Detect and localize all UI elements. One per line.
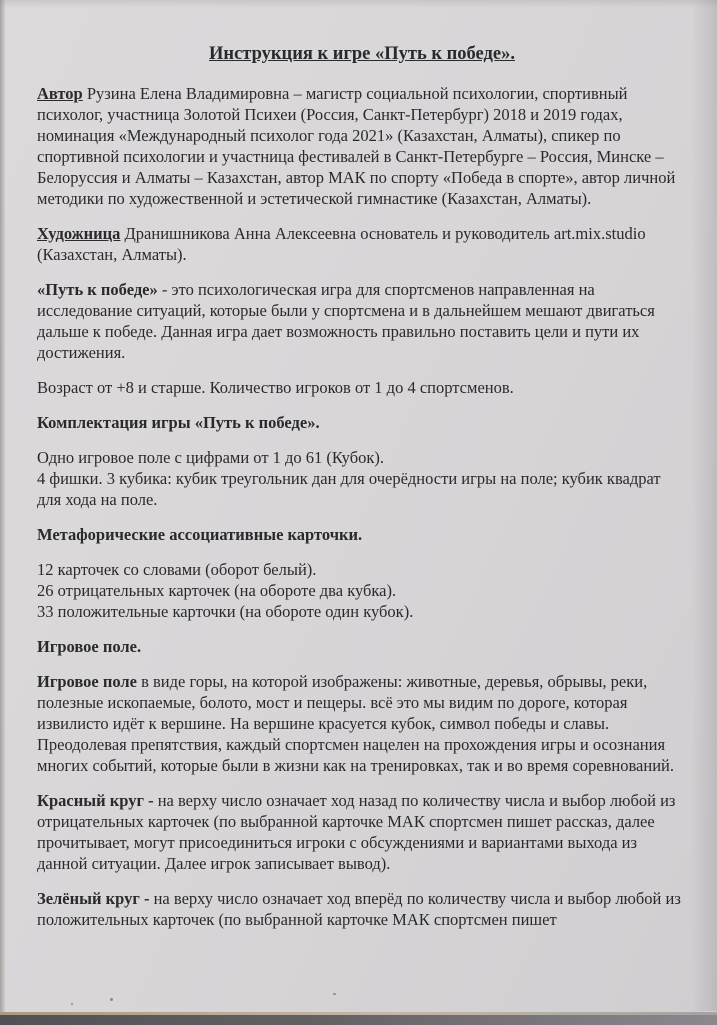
components-heading: Комплектация игры «Путь к победе». [37,413,320,432]
game-name-label: «Путь к победе» [37,280,158,299]
cards-list-item: 26 отрицательных карточек (на обороте два кубка). [37,581,397,600]
artist-text: Дранишникова Анна Алексеевна основатель и руководитель art.mix.studio (Казахстан, Алматы). [37,224,646,264]
red-circle-text: на верху число означает ход назад по количеству числа и выбор любой из отрицательных карточек (по выбранной карточке МАК спортсмен пишет рассказ, далее прочитывает, могут присоединиться игроки с обсуждениями и вариантами выхода из данной ситуации. Далее игрок записывает вывод). [37,791,676,873]
age-players-paragraph: Возраст от +8 и старше. Количество игроков от 1 до 4 спортсменов. [37,378,514,397]
paper-speck [110,998,113,1001]
cards-list-item: 33 положительные карточки (на обороте один кубок). [37,602,414,621]
author-paragraph [37,83,687,209]
artist-paragraph [37,223,687,265]
field-description-paragraph [37,671,687,776]
red-circle-label: Красный круг - [37,791,154,810]
field-description-text: в виде горы, на которой изображены: животные, деревья, обрывы, реки, полезные ископаемые, болото, мост и пещеры. всё это мы видим по дороге, которая извилисто идёт к вершине. На вершине красуется кубок, символ победы и славы. Преодолевая препятствия, каждый спортсмен нацелен на прохождения игры и осознания многих событий, которые были в жизни как на тренировках, так и во время соревнований. [37,672,674,775]
red-circle-paragraph [37,790,687,874]
components-line-board: Одно игровое поле с цифрами от 1 до 61 (Кубок). [37,448,384,467]
paper-speck [333,993,336,995]
field-heading: Игровое поле. [37,637,142,656]
green-circle-text: на верху число означает ход вперёд по количеству числа и выбор любой из положительных карточек (по выбранной карточке МАК спортсмен пишет [37,889,681,929]
game-description-paragraph [37,279,687,363]
artist-label: Художница [37,224,121,243]
cards-list-item: 12 карточек со словами (оборот белый). [37,560,317,579]
components-line-pieces: 4 фишки. 3 кубика: кубик треугольник дан для очерёдности игры на поле; кубик квадрат для хода на поле. [37,469,661,509]
game-description-text: - это психологическая игра для спортсменов направленная на исследование ситуаций, которые были у спортсмена и в дальнейшем мешают двигаться дальше к победе. Данная игра дает возможность правильно поставить цели и пути их достижения. [37,280,655,362]
field-label: Игровое поле [37,672,137,691]
paper-left-edge-shadow [0,0,6,1025]
cards-heading: Метафорические ассоциативные карточки. [37,525,363,544]
green-circle-paragraph [37,888,687,930]
paper-speck [71,1003,73,1005]
cards-list [37,559,687,622]
author-text: Рузина Елена Владимировна – магистр социальной психологии, спортивный психолог, участница Золотой Психеи (Россия, Санкт-Петербург) 2018 и 2019 годах, номинация «Международный психолог года 2021» (Казахстан, Алматы), спикер по спортивной психологии и участница фестивалей в Санкт-Петербурге – Россия, Минске – Белоруссия и Алматы – Казахстан, автор МАК по спорту «Победа в спорте», автор личной методики по художественной и эстетической гимнастике (Казахстан, Алматы). [37,84,676,208]
document-body [37,44,687,944]
green-circle-label: Зелёный круг - [37,889,150,908]
components-paragraph [37,447,687,510]
page-title: Инструкция к игре «Путь к победе». [209,44,515,64]
paper-top-shading [0,0,717,8]
photo-background-strip [0,1015,717,1025]
author-label: Автор [37,84,83,103]
paper-right-shading [691,0,717,1011]
